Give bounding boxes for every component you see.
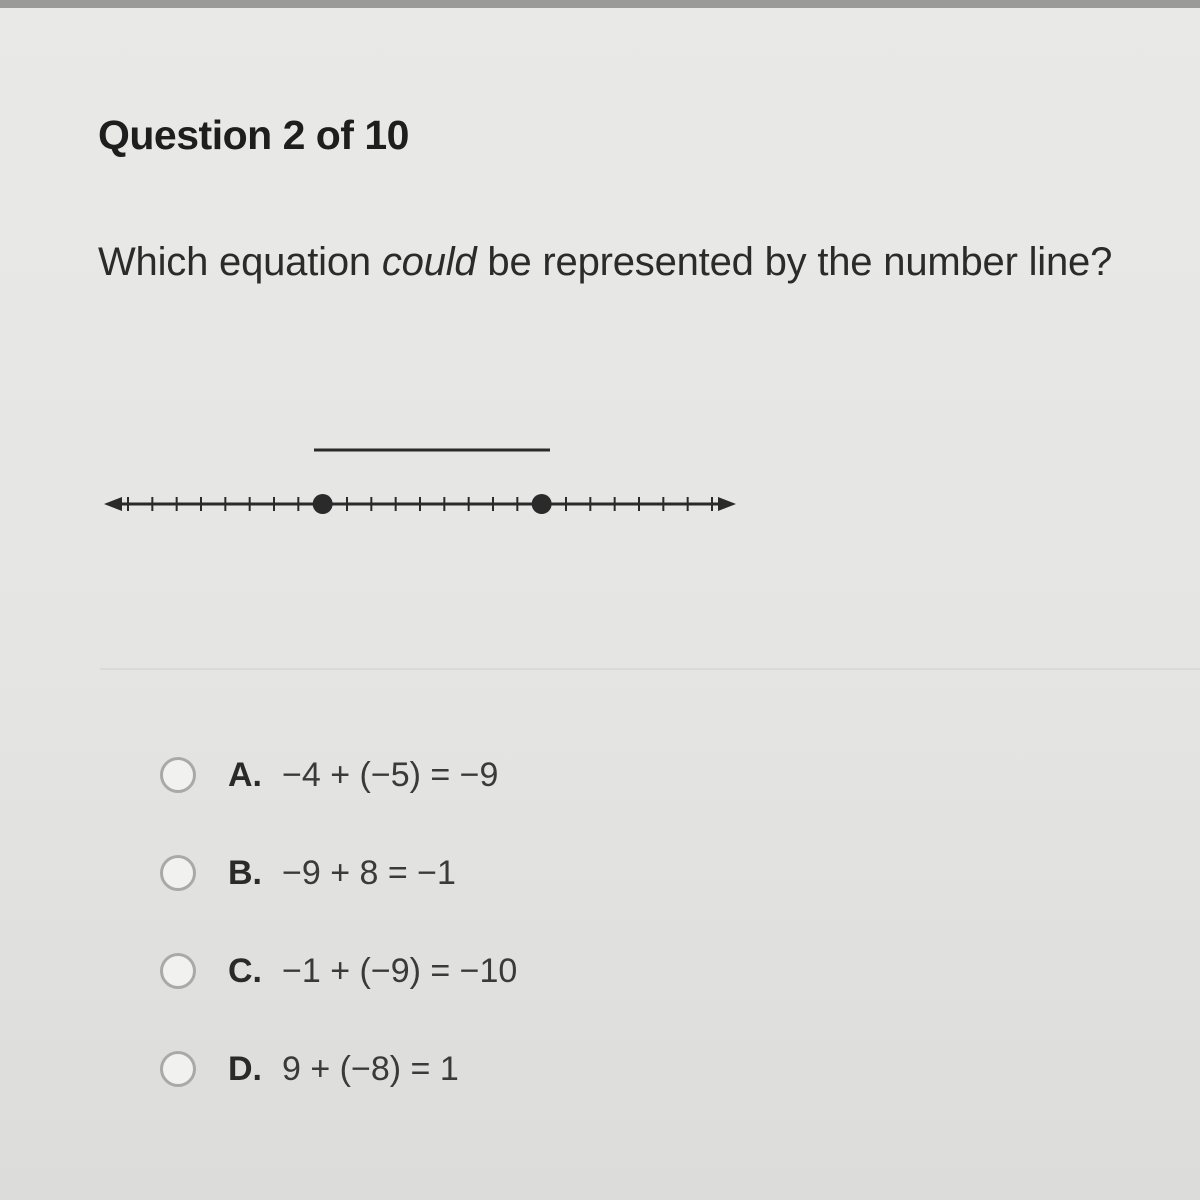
divider xyxy=(100,668,1200,670)
choice-letter: C. xyxy=(228,951,262,990)
question-counter: Question 2 of 10 xyxy=(98,112,409,158)
left-arrow-icon xyxy=(104,497,122,511)
top-border xyxy=(0,0,1200,8)
radio-button-c[interactable] xyxy=(160,953,196,989)
choice-equation: 9 + (−8) = 1 xyxy=(282,1049,459,1088)
choice-d[interactable] xyxy=(160,1036,760,1102)
radio-button-a[interactable] xyxy=(160,757,196,793)
answer-choices xyxy=(160,742,760,1134)
choice-letter: D. xyxy=(228,1049,262,1088)
choice-letter: A. xyxy=(228,755,262,794)
start-point xyxy=(313,494,333,514)
right-arrow-icon xyxy=(718,497,736,511)
choice-letter: B. xyxy=(228,853,262,892)
prompt-emphasis: could xyxy=(381,240,477,284)
choice-b[interactable] xyxy=(160,840,760,906)
number-line xyxy=(100,420,750,530)
prompt-text-end: be represented by the number line? xyxy=(476,240,1113,284)
radio-button-d[interactable] xyxy=(160,1051,196,1087)
choice-equation: −4 + (−5) = −9 xyxy=(282,755,499,794)
choice-equation: −9 + 8 = −1 xyxy=(282,853,456,892)
radio-button-b[interactable] xyxy=(160,855,196,891)
choice-a[interactable] xyxy=(160,742,760,808)
end-point xyxy=(532,494,552,514)
choice-equation: −1 + (−9) = −10 xyxy=(282,951,518,990)
prompt-text-start: Which equation xyxy=(98,240,382,284)
choice-c[interactable] xyxy=(160,938,760,1004)
question-prompt xyxy=(98,240,1112,285)
